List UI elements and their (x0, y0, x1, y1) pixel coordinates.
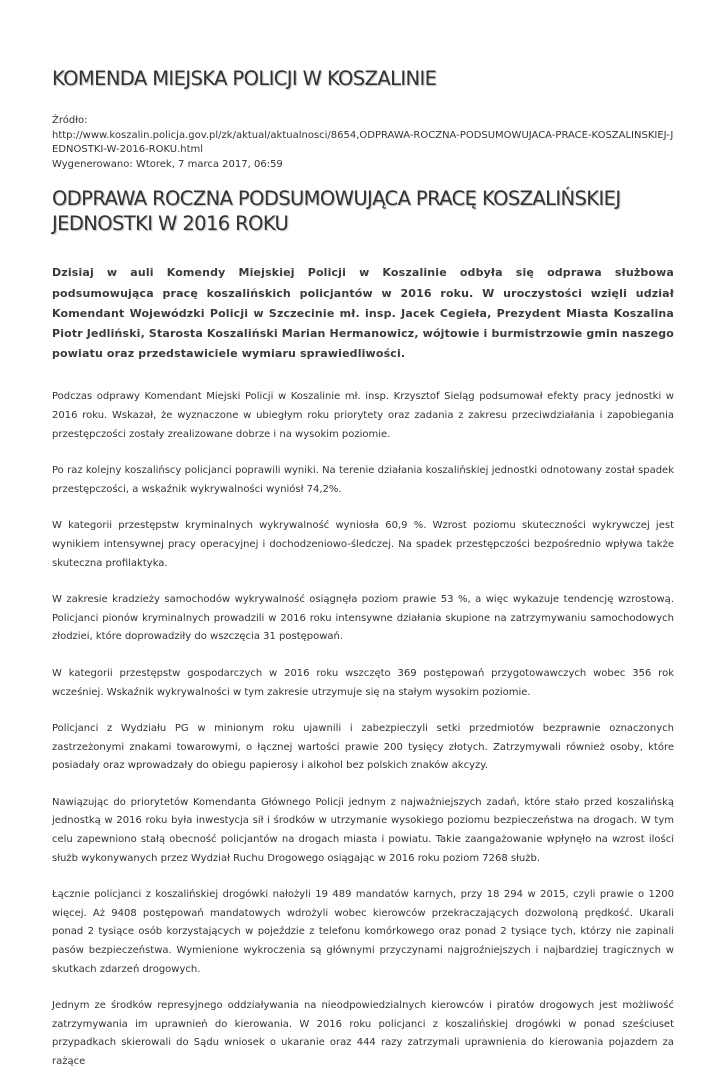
article-paragraph: W zakresie kradzieży samochodów wykrywalność osiągnęła poziom prawie 53 %, a więc wykazuje tendencję wzrostową. Policjanci pionów kryminalnych prowadzili w 2016 roku intensywne działania skupione na zatrzymywaniu samochodowych złodziei, które doprowadziły do wszczęcia 31 postępowań. (52, 594, 674, 643)
article-paragraph: Policjanci z Wydziału PG w minionym roku ujawnili i zabezpieczyli setki przedmiotów bezprawnie oznaczonych zastrzeżonymi znakami towarowymi, o łącznej wartości prawie 200 tysięcy złotych. Zatrzymywali również osoby, które posiadały oraz wprowadzały do obiegu papierosy i alkohol bez polskich znaków akcyzy. (52, 723, 674, 772)
document-page (52, 0, 674, 1072)
source-url[interactable]: http://www.koszalin.policja.gov.pl/zk/aktual/aktualnosci/8654,ODPRAWA-ROCZNA-PODSUMOWUJACA-PRACE-KOSZALINSKIEJ-JEDNOSTKI-W-2016-ROKU.html (52, 129, 674, 156)
article-paragraph: W kategorii przestępstw kryminalnych wykrywalność wyniosła 60,9 %. Wzrost poziomu skuteczności wykrywczej jest wynikiem intensywnej pracy operacyjnej i dochodzeniowo-śledczej. Na spadek przestępczości bezpośrednio wpływa także skuteczna profilaktyka. (52, 520, 674, 569)
article-paragraph: Po raz kolejny koszalińscy policjanci poprawili wyniki. Na terenie działania koszalińskiej jednostki odnotowany został spadek przestępczości, a wskaźnik wykrywalności wyniósł 74,2%. (52, 465, 674, 495)
article-paragraph: W kategorii przestępstw gospodarczych w 2016 roku wszczęto 369 postępowań przygotowawczych wobec 356 rok wcześniej. Wskaźnik wykrywalności w tym zakresie utrzymuje się na stałym wysokim poziomie. (52, 667, 674, 698)
generated-date: Wygenerowano: Wtorek, 7 marca 2017, 06:59 (52, 158, 283, 170)
article-paragraph: Nawiązując do priorytetów Komendanta Głównego Policji jednym z najważniejszych zadań, które stało przed koszalińską jednostką w 2016 roku była inwestycja sił i środków w utrzymanie wysokiego poziomu bezpieczeństwa na drogach. W tym celu zapewniono stałą obecność policjantów na drogach miasta i powiatu. Takie zaangażowanie wpłynęło na wzrost ilości służb wykonywanych przez Wydział Ruchu Drogowego osiągając w 2016 roku poziom 7268 służb. (52, 796, 674, 864)
article-paragraph: Łącznie policjanci z koszalińskiej drogówki nałożyli 19 489 mandatów karnych, przy 18 294 w 2015, czyli prawie o 1200 więcej. Aż 9408 postępowań mandatowych wdrożyli wobec kierowców przekraczających dozwoloną prędkość. Ukarali ponad 2 tysiące osób korzystających w pojeździe z telefonu komórkowego oraz ponad 2 tysiące tych, którzy nie zapinali pasów bezpieczeństwa. Wymienione wykroczenia są głównymi przyczynami najgroźniejszych i najbardziej tragicznych w skutkach zdarzeń drogowych. (52, 889, 674, 975)
article-paragraph: Jednym ze środków represyjnego oddziaływania na nieodpowiedzialnych kierowców i piratów drogowych jest możliwość zatrzymywania im uprawnień do kierowania. W 2016 roku policjanci z koszalińskiej drogówki w ponad sześciuset przypadkach skierowali do Sądu wniosek o ukaranie oraz 444 razy zatrzymali uprawnienia do kierowania pojazdem za rażące (52, 1000, 674, 1068)
article-paragraph: Podczas odprawy Komendant Miejski Policji w Koszalinie mł. insp. Krzysztof Sieląg podsumował efekty pracy jednostki w 2016 roku. Wskazał, że wyznaczone w ubiegłym roku priorytety oraz zadania z zakresu przeciwdziałania i zapobiegania przestępczości zostały zrealizowane dobrze i na wysokim poziomie. (52, 391, 674, 440)
article-lead: Dzisiaj w auli Komendy Miejskiej Policji w Koszalinie odbyła się odprawa służbowa podsumowująca pracę koszalińskich policjantów w 2016 roku. W uroczystości wzięli udział Komendant Wojewódzki Policji w Szczecinie mł. insp. Jacek Cegieła, Prezydent Miasta Koszalina Piotr Jedliński, Starosta Koszaliński Marian Hermanowicz, wójtowie i burmistrzowie gmin naszego powiatu oraz przedstawiciele wymiaru sprawiedliwości. (52, 266, 674, 361)
site-title: KOMENDA MIEJSKA POLICJI W KOSZALINIE (52, 67, 437, 90)
article-title: ODPRAWA ROCZNA PODSUMOWUJĄCA PRACĘ KOSZALIŃSKIEJ JEDNOSTKI W 2016 ROKU (52, 187, 621, 236)
source-label: Źródło: (52, 115, 88, 126)
source-block (52, 114, 674, 172)
